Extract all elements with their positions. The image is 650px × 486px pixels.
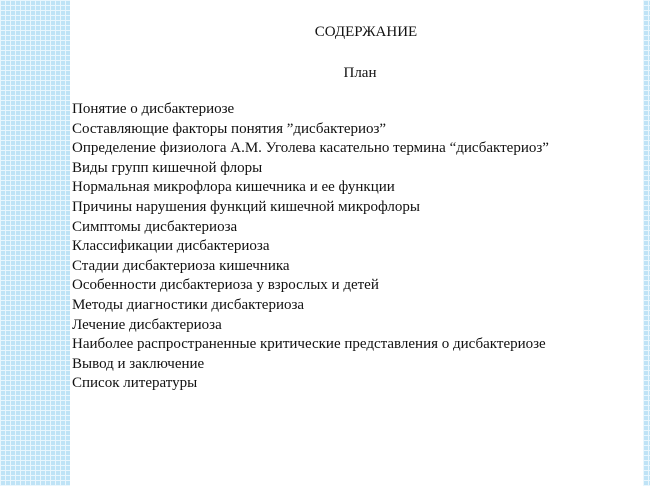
toc-item: Нормальная микрофлора кишечника и ее функции (72, 179, 395, 196)
toc-item: Вывод и заключение (72, 355, 205, 372)
toc-item: Определение физиолога А.М. Уголева касательно термина “дисбактериоз” (72, 140, 549, 157)
toc-item: Лечение дисбактериоза (72, 316, 222, 333)
table-of-contents (72, 100, 632, 394)
toc-item: Стадии дисбактериоза кишечника (72, 257, 290, 274)
page-title (72, 22, 632, 42)
toc-item: Виды групп кишечной флоры (72, 159, 263, 176)
toc-item: Особенности дисбактериоза у взрослых и детей (72, 277, 379, 294)
toc-item: Симптомы дисбактериоза (72, 218, 238, 235)
toc-item: Список литературы (72, 375, 198, 392)
page-title-text: СОДЕРЖАНИЕ (314, 24, 418, 40)
toc-item: Составляющие факторы понятия ”дисбактериоз” (72, 120, 387, 137)
toc-item: Причины нарушения функций кишечной микрофлоры (72, 198, 420, 215)
toc-item: Методы диагностики дисбактериоза (72, 296, 305, 313)
page-subtitle: План (343, 65, 377, 81)
grid-decoration-left (0, 0, 70, 486)
document-content (72, 22, 632, 394)
grid-decoration-right (643, 0, 650, 486)
toc-item: Наиболее распространенные критические представления о дисбактериозе (72, 336, 546, 353)
toc-item: Классификации дисбактериоза (72, 238, 270, 255)
toc-item: Понятие о дисбактериозе (72, 101, 235, 117)
